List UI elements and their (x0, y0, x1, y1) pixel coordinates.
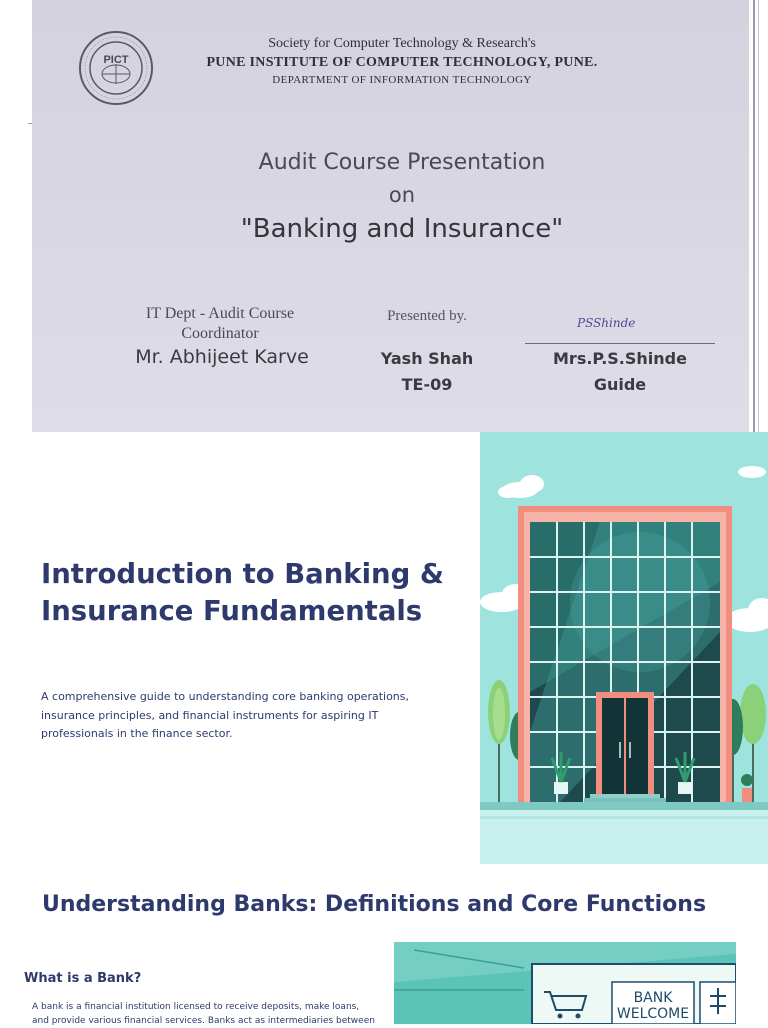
signature-line (525, 343, 715, 344)
slide-title: Understanding Banks: Definitions and Core Functions (41, 892, 707, 917)
presentation-on: on (388, 183, 416, 207)
coordinator-name: Mr. Abhijeet Karve (135, 346, 309, 368)
presentation-topic: "Banking and Insurance" (240, 214, 564, 244)
presented-by-label: Presented by. (387, 308, 467, 324)
svg-text:WELCOME: WELCOME (616, 1006, 690, 1022)
guide-signature: PSShinde (577, 316, 636, 330)
institute-name: PUNE INSTITUTE OF COMPUTER TECHNOLOGY, PUNE. (206, 55, 598, 70)
intro-title: Introduction to Banking & Insurance Fundamentals (41, 558, 444, 627)
department-name: DEPARTMENT OF INFORMATION TECHNOLOGY (272, 74, 532, 86)
presenter-block (367, 346, 487, 398)
guide-block (545, 346, 695, 398)
society-name: Society for Computer Technology & Research's (268, 36, 536, 51)
presentation-title: Audit Course Presentation (258, 150, 546, 175)
presenter-class: TE-09 (401, 375, 453, 394)
bank-building-illustration (480, 432, 768, 864)
cloud-icon (738, 466, 766, 478)
guide-role: Guide (593, 375, 647, 394)
svg-text:PICT: PICT (103, 54, 129, 66)
guide-name: Mrs.P.S.Shinde (553, 349, 687, 368)
section-heading: What is a Bank? (24, 971, 142, 986)
title-slide-scan (0, 0, 768, 432)
coordinator-role: IT Dept - Audit Course Coordinator (145, 305, 295, 342)
intro-slide (0, 432, 768, 864)
plant-icon (741, 774, 753, 802)
svg-text:BANK: BANK (633, 990, 673, 1006)
intro-description: A comprehensive guide to understanding core banking operations, insurance principles, and financial instruments for aspiring IT professionals in the finance sector. (41, 690, 410, 740)
presenter-name: Yash Shah (380, 349, 474, 368)
banks-definitions-slide (0, 864, 768, 1024)
bank-storefront-illustration (394, 942, 736, 1024)
scan-edge-inner (758, 0, 759, 432)
scan-edge (753, 0, 755, 432)
section-body: A bank is a financial institution licensed to receive deposits, make loans, and provide various financial services. Banks act as intermediaries between (32, 1002, 375, 1026)
scanned-title-page (32, 0, 749, 432)
